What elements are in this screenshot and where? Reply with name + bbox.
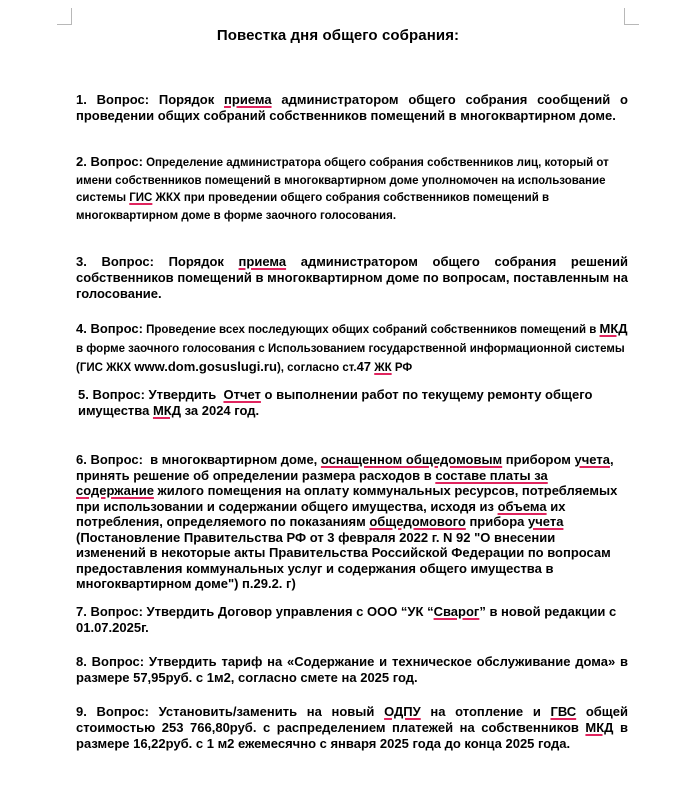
crop-mark-top-left [57, 8, 72, 25]
spellcheck-underline: ЖК [374, 362, 392, 374]
agenda-item-2 [76, 154, 628, 224]
agenda-item-3-label: 3. Вопрос: [76, 254, 154, 269]
agenda-item-4-text: 47 [356, 359, 372, 374]
spellcheck-underline: учета [574, 452, 610, 467]
agenda-item-3-text: Порядок [153, 254, 239, 269]
agenda-item-1 [76, 92, 628, 124]
agenda-item-2-text: ЖКХ при проведении общего собрания собственников помещений в многоквартирном доме в форме заочного голосования. [76, 192, 550, 222]
agenda-item-6-text: в многоквартирном доме, [142, 452, 321, 467]
agenda-item-4-text: ), согласно ст. [276, 362, 357, 374]
agenda-item-6-text: жилого помещения на оплату коммунальных ресурсов, потребляемых при использовании и содержании общего имущества, исходя из [76, 483, 618, 514]
spellcheck-underline: ГВС [550, 704, 577, 719]
agenda-item-3-text: администратором общего собрания решений собственников помещений в многоквартирном доме по вопросам, поставленным на голосование. [76, 254, 629, 301]
agenda-item-6-text: прибором [502, 452, 575, 467]
agenda-item-2-text: Определение администратора общего собрания собственников лиц, который от имени собственников помещений в многоквартирном доме уполномочен на использование системы [76, 157, 609, 204]
agenda-item-2-label: 2. Вопрос: [76, 154, 143, 169]
agenda-item-7-label: 7. Вопрос: [76, 604, 143, 619]
agenda-item-4-text: Проведение всех последующих общих собраний собственников помещений в [142, 324, 600, 336]
agenda-item-5 [78, 387, 630, 419]
spellcheck-underline: оснащенном общедомовым [320, 452, 503, 467]
spellcheck-underline: объема [497, 498, 547, 514]
spellcheck-underline: общедомового [369, 514, 466, 529]
agenda-item-6-text: прибора [465, 514, 528, 529]
spellcheck-underline: Сварог [433, 604, 480, 619]
agenda-item-5-text: за 2024 год. [180, 403, 260, 418]
agenda-item-8 [76, 654, 628, 686]
spellcheck-underline: ОДПУ [384, 704, 421, 719]
spellcheck-underline: составе платы за содержание [76, 467, 548, 498]
crop-mark-top-right [624, 8, 639, 25]
spellcheck-underline: приема [224, 92, 272, 107]
agenda-item-7-text: ” в новой редакции с 01.07.2025г. [76, 604, 617, 635]
agenda-item-9 [76, 704, 628, 752]
agenda-item-6-text: их потребления, определяемого по показаниям [76, 498, 566, 529]
agenda-item-8-label: 8. Вопрос: [76, 654, 145, 669]
agenda-item-1-label: 1. Вопрос: [76, 92, 150, 107]
agenda-item-6 [76, 452, 628, 592]
spellcheck-underline: МКД [599, 321, 628, 336]
spellcheck-underline: ГИС [129, 192, 153, 204]
agenda-item-9-label: 9. Вопрос: [76, 704, 149, 719]
agenda-item-5-label: 5. Вопрос: [78, 387, 145, 402]
website-link-text: www.dom.gosuslugi.ru [134, 359, 277, 374]
agenda-item-4-label: 4. Вопрос: [76, 321, 143, 336]
agenda-item-9-text: на отопление и [420, 704, 551, 719]
agenda-item-1-text: Порядок [149, 92, 225, 107]
agenda-item-4 [76, 320, 628, 377]
agenda-item-5-text: Утвердить [144, 387, 224, 402]
spellcheck-underline: МКД [585, 720, 614, 735]
agenda-item-6-text: (Постановление Правительства РФ от 3 февраля 2022 г. N 92 "О внесении изменений в некоторые акты Правительства Российской Федерации по вопросам предоставления коммунальных услуг и содержания общего имущества в многоквартирном доме") п.29.2. г) [76, 529, 611, 591]
agenda-item-6-label: 6. Вопрос: [76, 452, 143, 467]
agenda-item-3 [76, 254, 628, 302]
agenda-item-7-text: Утвердить Договор управления с ООО “УК “ [142, 604, 434, 619]
agenda-item-5-text: о выполнении работ по текущему ремонту общего имущества [78, 387, 593, 418]
spellcheck-underline: МКД [152, 403, 181, 418]
agenda-item-1-text: администратором общего собрания сообщений о проведении общих собраний собственников помещений в многоквартирном доме. [76, 92, 628, 123]
agenda-item-4-text: РФ [391, 362, 413, 374]
agenda-item-4-text: в форме заочного голосования с Использованием государственной информационной системы (ГИС ЖКХ [76, 343, 625, 374]
agenda-item-7 [76, 604, 628, 636]
spellcheck-underline: приема [238, 254, 287, 269]
spellcheck-underline: учета [528, 514, 564, 529]
agenda-item-6-text: , принять решение об определении размера расходов в [76, 452, 614, 483]
agenda-item-8-text: Утвердить тариф на «Содержание и техническое обслуживание дома» в размере 57,95руб. с 1м2, согласно смете на 2025 год. [76, 654, 629, 685]
agenda-item-9-text: общей стоимостью 253 766,80руб. с распределением платежей на собственников [76, 704, 628, 735]
agenda-item-9-text: в размере 16,22руб. с 1 м2 ежемесячно с января 2025 года до конца 2025 года. [76, 720, 628, 751]
spellcheck-underline: Отчет [223, 387, 261, 402]
document-title: Повестка дня общего собрания: [216, 27, 460, 44]
agenda-item-9-text: Установить/заменить на новый [148, 704, 385, 719]
